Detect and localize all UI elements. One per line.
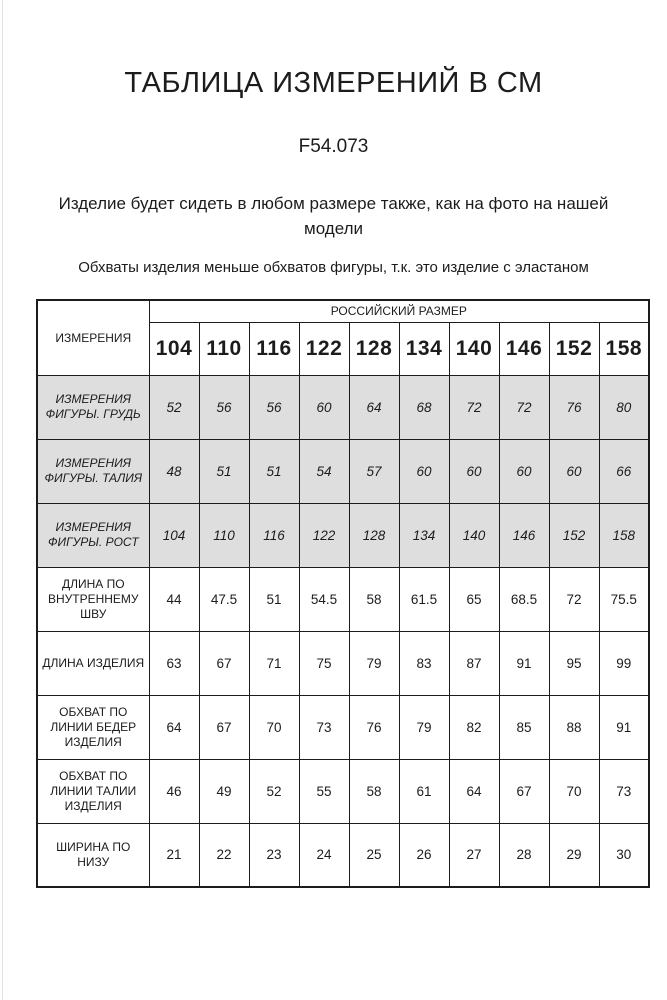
value-cell: 21 [149,823,199,887]
measurements-table [36,299,650,888]
value-cell: 25 [349,823,399,887]
value-cell: 28 [499,823,549,887]
value-cell: 152 [549,503,599,567]
value-cell: 116 [249,503,299,567]
value-cell: 52 [249,759,299,823]
value-cell: 87 [449,631,499,695]
value-cell: 44 [149,567,199,631]
value-cell: 73 [299,695,349,759]
row-label: ОБХВАТ ПО ЛИНИИ БЕДЕР ИЗДЕЛИЯ [37,695,149,759]
value-cell: 122 [299,503,349,567]
value-cell: 23 [249,823,299,887]
value-cell: 70 [249,695,299,759]
row-label: ДЛИНА ИЗДЕЛИЯ [37,631,149,695]
value-cell: 61 [399,759,449,823]
value-cell: 91 [599,695,649,759]
value-cell: 75.5 [599,567,649,631]
value-cell: 91 [499,631,549,695]
value-cell: 67 [499,759,549,823]
value-cell: 63 [149,631,199,695]
size-col-header: 158 [599,322,649,375]
value-cell: 60 [549,439,599,503]
row-label: ШИРИНА ПО НИЗУ [37,823,149,887]
table-header [37,300,649,375]
value-cell: 22 [199,823,249,887]
size-col-header: 116 [249,322,299,375]
row-label: ИЗМЕРЕНИЯ ФИГУРЫ. ГРУДЬ [37,375,149,439]
value-cell: 46 [149,759,199,823]
value-cell: 68.5 [499,567,549,631]
value-cell: 71 [249,631,299,695]
value-cell: 85 [499,695,549,759]
page-title: ТАБЛИЦА ИЗМЕРЕНИЙ В СМ [124,67,543,99]
size-col-header: 110 [199,322,249,375]
value-cell: 82 [449,695,499,759]
value-cell: 60 [299,375,349,439]
value-cell: 52 [149,375,199,439]
value-cell: 51 [249,567,299,631]
value-cell: 60 [399,439,449,503]
value-cell: 54.5 [299,567,349,631]
table-row [37,759,649,823]
value-cell: 29 [549,823,599,887]
value-cell: 128 [349,503,399,567]
value-cell: 83 [399,631,449,695]
size-col-header: 152 [549,322,599,375]
value-cell: 67 [199,695,249,759]
value-cell: 68 [399,375,449,439]
value-cell: 60 [449,439,499,503]
value-cell: 104 [149,503,199,567]
russian-size-group-header: РОССИЙСКИЙ РАЗМЕР [149,300,649,322]
value-cell: 64 [149,695,199,759]
value-cell: 134 [399,503,449,567]
value-cell: 64 [349,375,399,439]
table-body [37,375,649,887]
table-row [37,503,649,567]
value-cell: 72 [549,567,599,631]
value-cell: 88 [549,695,599,759]
value-cell: 55 [299,759,349,823]
value-cell: 24 [299,823,349,887]
value-cell: 67 [199,631,249,695]
measurements-corner-header: ИЗМЕРЕНИЯ [37,300,149,375]
table-row [37,567,649,631]
value-cell: 75 [299,631,349,695]
value-cell: 79 [399,695,449,759]
article-code: F54.073 [298,136,369,157]
value-cell: 26 [399,823,449,887]
size-col-header: 140 [449,322,499,375]
value-cell: 58 [349,567,399,631]
value-cell: 27 [449,823,499,887]
size-col-header: 134 [399,322,449,375]
value-cell: 146 [499,503,549,567]
row-label: ОБХВАТ ПО ЛИНИИ ТАЛИИ ИЗДЕЛИЯ [37,759,149,823]
group-header-row [37,300,649,322]
size-col-header: 146 [499,322,549,375]
value-cell: 56 [249,375,299,439]
value-cell: 76 [349,695,399,759]
elastane-note: Обхваты изделия меньше обхватов фигуры, т.к. это изделие с эластаном [78,259,589,276]
table-row [37,631,649,695]
value-cell: 61.5 [399,567,449,631]
table-row [37,695,649,759]
table-row [37,439,649,503]
value-cell: 30 [599,823,649,887]
value-cell: 158 [599,503,649,567]
value-cell: 110 [199,503,249,567]
value-cell: 60 [499,439,549,503]
value-cell: 95 [549,631,599,695]
value-cell: 76 [549,375,599,439]
value-cell: 66 [599,439,649,503]
value-cell: 70 [549,759,599,823]
value-cell: 64 [449,759,499,823]
value-cell: 57 [349,439,399,503]
row-label: ДЛИНА ПО ВНУТРЕННЕМУ ШВУ [37,567,149,631]
fit-note: Изделие будет сидеть в любом размере также, как на фото на нашей модели [58,194,609,238]
value-cell: 47.5 [199,567,249,631]
row-label: ИЗМЕРЕНИЯ ФИГУРЫ. ТАЛИЯ [37,439,149,503]
value-cell: 72 [449,375,499,439]
table-row [37,823,649,887]
table-row [37,375,649,439]
value-cell: 56 [199,375,249,439]
value-cell: 58 [349,759,399,823]
value-cell: 79 [349,631,399,695]
size-col-header: 128 [349,322,399,375]
value-cell: 49 [199,759,249,823]
row-label: ИЗМЕРЕНИЯ ФИГУРЫ. РОСТ [37,503,149,567]
value-cell: 54 [299,439,349,503]
value-cell: 65 [449,567,499,631]
value-cell: 48 [149,439,199,503]
value-cell: 51 [249,439,299,503]
value-cell: 73 [599,759,649,823]
size-col-header: 104 [149,322,199,375]
value-cell: 72 [499,375,549,439]
value-cell: 99 [599,631,649,695]
size-col-header: 122 [299,322,349,375]
value-cell: 80 [599,375,649,439]
value-cell: 51 [199,439,249,503]
value-cell: 140 [449,503,499,567]
page-edge-line [2,0,3,1000]
